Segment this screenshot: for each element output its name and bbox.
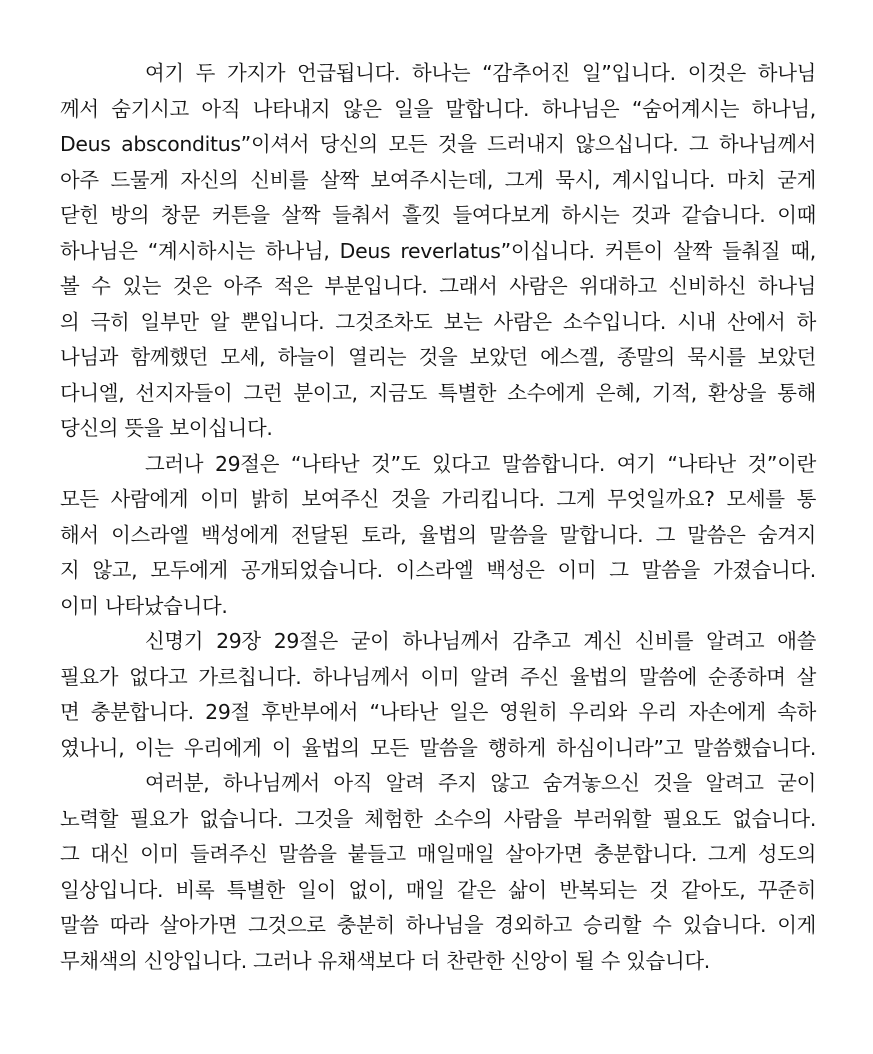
text-line: 여러분, 하나님께서 아직 알려 주지 않고 숨겨놓으신 것을 알려고 굳이 [145, 771, 816, 795]
text-line: 신명기 29장 29절은 굳이 하나님께서 감추고 계신 신비를 알려고 애쓸 [145, 629, 816, 653]
text-line: 의 극히 일부만 알 뿐입니다. 그것조차도 보는 사람은 소수입니다. 시내 산에서 하 [60, 309, 816, 334]
text-line: 여기 두 가지가 언급됩니다. 하나는 “감추어진 일”입니다. 이것은 하나님 [145, 61, 816, 85]
text-line: 모든 사람에게 이미 밝히 보여주신 것을 가리킵니다. 그게 무엇일까요? 모세를 통 [60, 487, 816, 511]
text-line: 당신의 뜻을 보이십니다. [60, 416, 273, 440]
text-line: 해서 이스라엘 백성에게 전달된 토라, 율법의 말씀을 말합니다. 그 말씀은 숨겨지 [60, 522, 816, 547]
text-line: 지 않고, 모두에게 공개되었습니다. 이스라엘 백성은 이미 그 말씀을 가졌습니다. [60, 558, 816, 582]
text-line: 였나니, 이는 우리에게 이 율법의 모든 말씀을 행하게 하심이니라”고 말씀했습니다. [60, 735, 816, 760]
text-line: 면 충분합니다. 29절 후반부에서 “나타난 일은 영원히 우리와 우리 자손에게 속하 [60, 700, 816, 724]
document-body [60, 56, 816, 979]
paragraph-4 [60, 766, 816, 979]
text-line: 노력할 필요가 없습니다. 그것을 체험한 소수의 사람을 부러워할 필요도 없습니다. [60, 806, 816, 831]
paragraph-2 [60, 447, 816, 625]
text-line: Deus absconditus”이셔서 당신의 모든 것을 드러내지 않으십니다. 그 하나님께서 [60, 132, 816, 156]
text-line: 께서 숨기시고 아직 나타내지 않은 일을 말합니다. 하나님은 “숨어계시는 하나님, [60, 96, 816, 121]
text-line: 일상입니다. 비록 특별한 일이 없이, 매일 같은 삶이 반복되는 것 같아도, 꾸준히 [60, 877, 816, 902]
text-line: 나님과 함께했던 모세, 하늘이 열리는 것을 보았던 에스겔, 종말의 묵시를 보았던 [60, 345, 816, 369]
text-line: 그러나 29절은 “나타난 것”도 있다고 말씀합니다. 여기 “나타난 것”이란 [145, 451, 816, 476]
text-line: 아주 드물게 자신의 신비를 살짝 보여주시는데, 그게 묵시, 계시입니다. 마치 굳게 [60, 167, 816, 192]
text-line: 말씀 따라 살아가면 그것으로 충분히 하나님을 경외하고 승리할 수 있습니다. 이게 [60, 913, 816, 937]
text-line: 닫힌 방의 창문 커튼을 살짝 들춰서 흘낏 들여다보게 하시는 것과 같습니다. 이때 [60, 203, 816, 227]
text-line: 그 대신 이미 들려주신 말씀을 붙들고 매일매일 살아가면 충분합니다. 그게 성도의 [60, 842, 816, 866]
paragraph-3 [60, 624, 816, 766]
text-line: 필요가 없다고 가르칩니다. 하나님께서 이미 알려 주신 율법의 말씀에 순종하며 살 [60, 664, 816, 689]
text-line: 볼 수 있는 것은 아주 적은 부분입니다. 그래서 사람은 위대하고 신비하신 하나님 [60, 274, 816, 298]
text-line: 다니엘, 선지자들이 그런 분이고, 지금도 특별한 소수에게 은혜, 기적, 환상을 통해 [60, 380, 816, 405]
paragraph-1 [60, 56, 816, 447]
text-line: 무채색의 신앙입니다. 그러나 유채색보다 더 찬란한 신앙이 될 수 있습니다. [60, 948, 710, 973]
text-line: 이미 나타났습니다. [60, 593, 228, 618]
text-line: 하나님은 “계시하시는 하나님, Deus reverlatus”이십니다. 커튼이 살짝 들춰질 때, [60, 238, 816, 263]
